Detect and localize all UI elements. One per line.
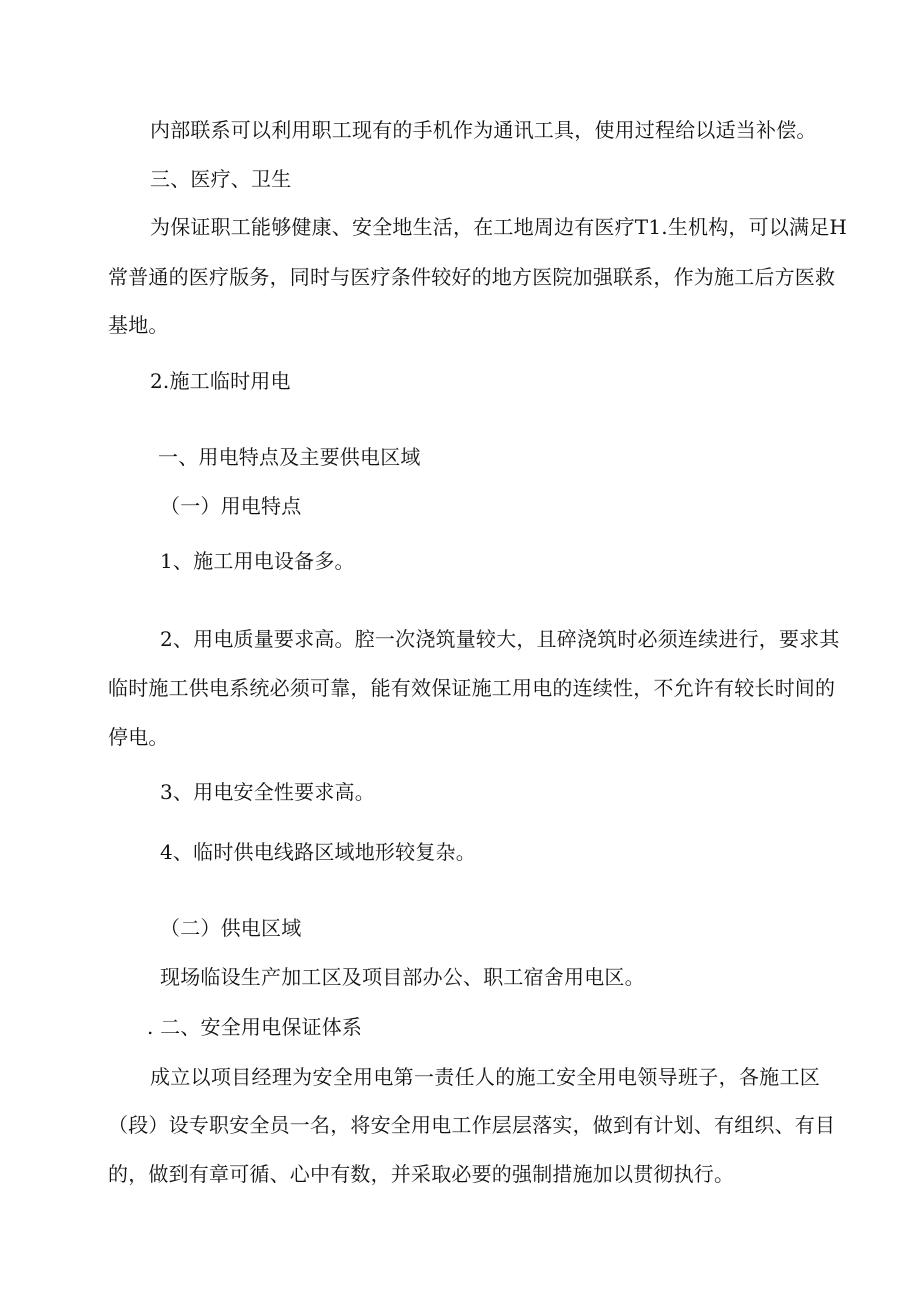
section-heading: 2.施工临时用电 <box>150 369 291 393</box>
paragraph-line: 基地。 <box>108 313 169 337</box>
section-heading: 三、医疗、卫生 <box>150 167 292 191</box>
list-item: 4、临时供电线路区域地形较复杂。 <box>160 840 476 864</box>
paragraph-line: （段）设专职安全员一名，将安全用电工作层层落实，做到有计划、有组织、有目 <box>108 1113 836 1137</box>
section-heading: . 二、安全用电保证体系 <box>147 1015 363 1039</box>
list-item: 1、施工用电设备多。 <box>160 549 355 573</box>
paragraph-line: 成立以项目经理为安全用电第一责任人的施工安全用电领导班子，各施工区 <box>150 1065 820 1089</box>
subsection-heading: （二）供电区域 <box>160 916 302 940</box>
paragraph-line: 的，做到有章可循、心中有数，并采取必要的强制措施加以贯彻执行。 <box>108 1162 735 1186</box>
paragraph-line: 常普通的医疗版务，同时与医疗条件较好的地方医院加强联系，作为施工后方医救 <box>108 265 836 289</box>
paragraph-line: 停电。 <box>108 725 169 749</box>
paragraph-line: 内部联系可以利用职工现有的手机作为通讯工具，使用过程给以适当补偿。 <box>150 118 817 142</box>
subsection-heading: （一）用电特点 <box>160 494 302 518</box>
paragraph-line: 为保证职工能够健康、安全地生活，在工地周边有医疗T1.生机构，可以满足H <box>150 215 848 239</box>
section-heading: 一、用电特点及主要供电区域 <box>158 445 421 469</box>
paragraph-line: 现场临设生产加工区及项目部办公、职工宿舍用电区。 <box>160 965 645 989</box>
paragraph-line: 临时施工供电系统必须可靠，能有效保证施工用电的连续性，不允许有较长时间的 <box>108 676 836 700</box>
list-item: 3、用电安全性要求高。 <box>160 780 375 804</box>
list-item: 2、用电质量要求高。腔一次浇筑量较大，且碎浇筑时必须连续进行，要求其 <box>160 627 840 651</box>
